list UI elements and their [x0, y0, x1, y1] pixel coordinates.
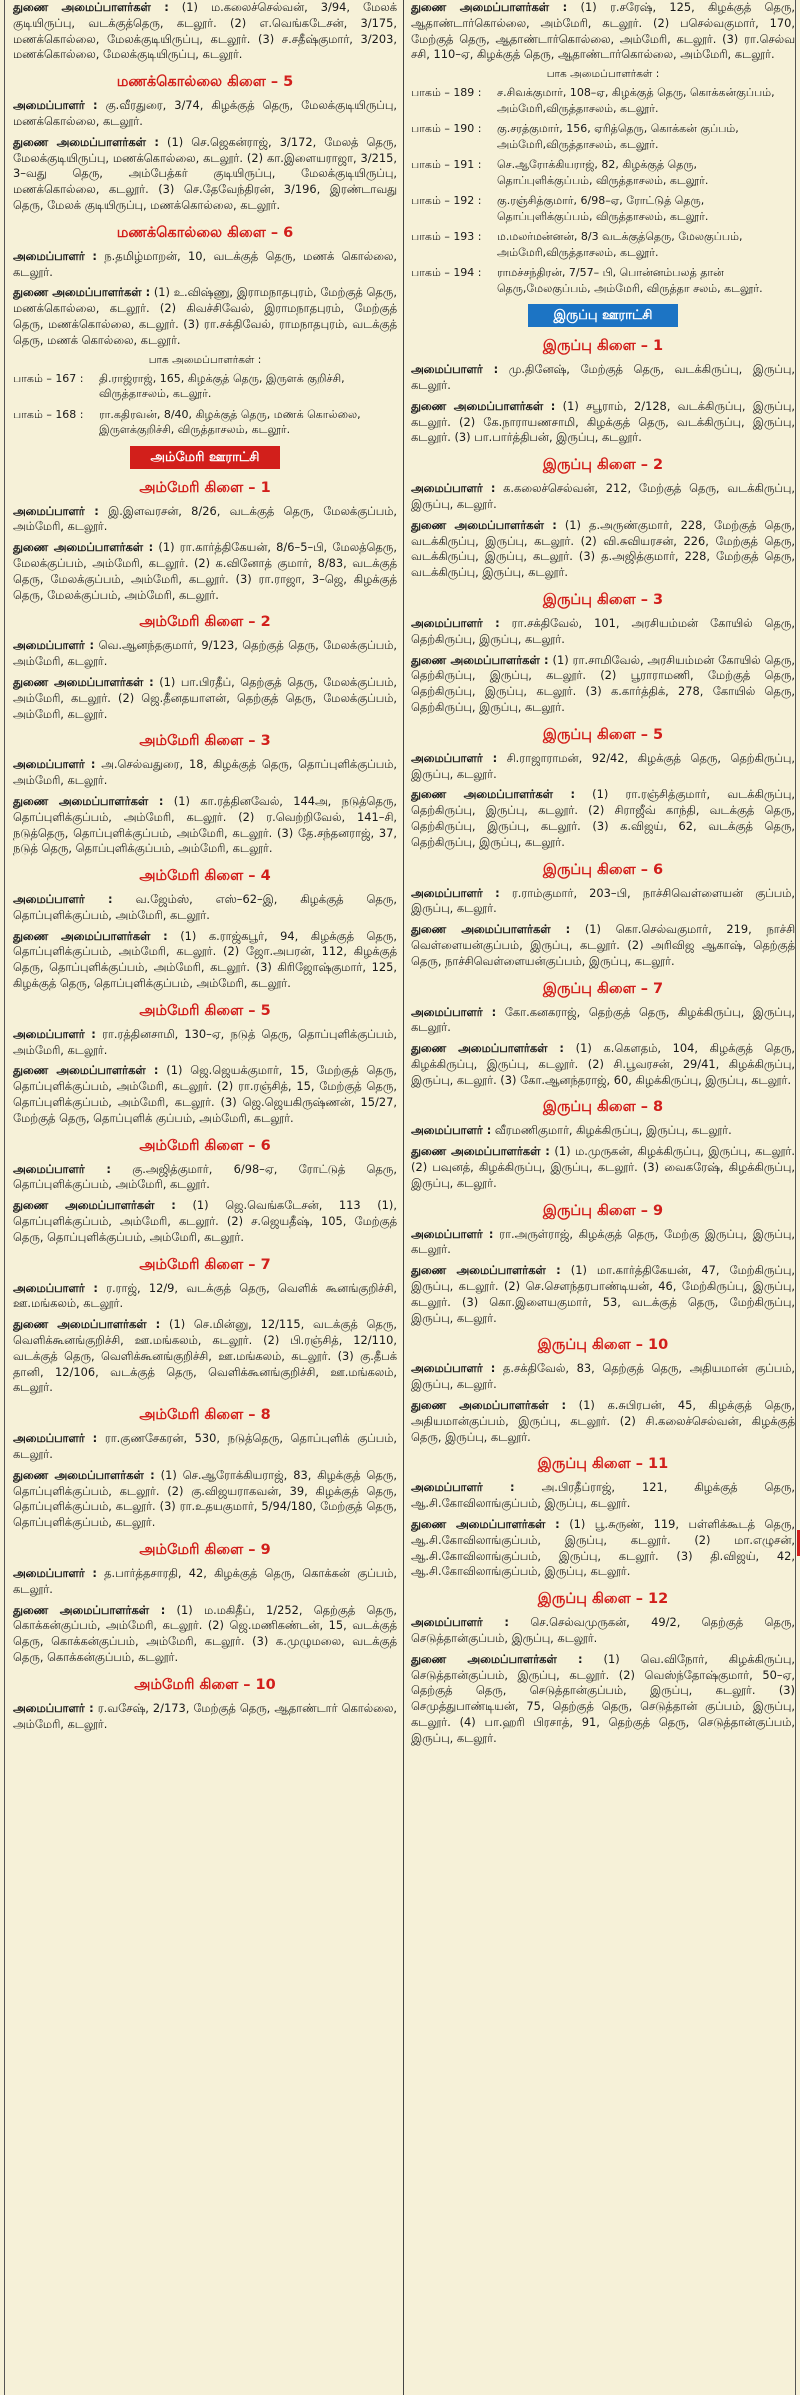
panchayat-banner: அம்மேரி ஊராட்சி: [130, 446, 280, 469]
organiser-details: ரா.சக்திவேல், 101, அரசியம்மன் கோயில் தெரு, தெற்கிருப்பு, இருப்பு, கடலூர்.: [411, 615, 795, 646]
organiser-entry: [411, 362, 795, 394]
booth-organiser-details: ராமச்சந்திரன், 7/57– பி, பொன்னம்பலத் தான் தெரு,மேலகுப்பம், அம்மேரி, விருத்தா சலம், கடலூர்.: [497, 266, 763, 295]
panchayat-banner: இருப்பு ஊராட்சி: [528, 304, 678, 327]
booth-number: பாகம் – 167 :: [13, 371, 84, 385]
organiser-details: கு.வீரதுரை, 3/74, கிழக்குத் தெரு, மேலக்குடியிருப்பு, மணக்கொல்லை, கடலூர்.: [13, 98, 397, 128]
role-label: துணை அமைப்பாளர்கள் :: [13, 134, 159, 149]
role-label: அமைப்பாளர் :: [13, 503, 99, 518]
branch-heading: இருப்பு கிளை – 11: [537, 1456, 669, 1473]
booth-entry: [411, 229, 795, 260]
role-label: துணை அமைப்பாளர்கள் :: [411, 1517, 560, 1532]
organiser-entry: [411, 1615, 795, 1647]
organiser-entry: [13, 675, 397, 722]
organiser-details: (1) செ.மின்னு, 12/115, வடக்குத் தெரு, வெளிக்கூனங்குறிச்சி, ஊ.மங்கலம், கடலூர். (2) பி.ரஞ்சித், 12/110, வடக்குத் தெரு, வெளிக்கூனங்குறிச்சி, ஊ.மங்கலம், கடலூர். (3) கு.தீபக் தானி, 12/106, வடக்குத் தெரு, வெளிக்கூனங்குறிச்சி, ஊ.மங்கலம், கடலூர்.: [13, 1317, 397, 1395]
role-label: துணை அமைப்பாளர்கள் :: [13, 674, 154, 689]
booth-number: பாகம் – 193 :: [411, 230, 482, 244]
organiser-details: (1) கா.ரத்தினவேல், 144அ, நடுத்தெரு, தொப்புளிக்குப்பம், அம்மேரி, கடலூர். (2) ர.வெற்றிவேல், 141–சி, நடுத்தெரு, தொப்புளிக்குப்பம், அம்மேரி, கடலூர். (3) தே.சந்தனராஜ், 37, நடுத் தெரு, தொப்புளிக்குப்பம், அம்மேரி, கடலூர்.: [13, 793, 397, 856]
organiser-details: ந.தமிழ்மாறன், 10, வடக்குத் தெரு, மணக் கொல்லை, கடலூர்.: [13, 248, 397, 279]
role-label: அமைப்பாளர் :: [13, 1700, 94, 1715]
booth-organiser-details: தி.ராஜ்ராஜ், 165, கிழக்குத் தெரு, இருளக் குறிச்சி, விருத்தாசலம், கடலூர்.: [99, 371, 345, 401]
branch-heading: இருப்பு கிளை – 12: [537, 1591, 669, 1608]
organiser-entry: [13, 1603, 397, 1666]
organiser-entry: [411, 1361, 795, 1393]
organiser-details: (1) க.சுபிரபன், 45, கிழக்குத் தெரு, அதியமான்குப்பம், இருப்பு, கடலூர். (2) சி.கலைச்செல்வன், கிழக்குத் தெரு, இருப்பு, கடலூர்.: [411, 1398, 795, 1444]
booth-number: பாகம் – 194 :: [411, 266, 482, 280]
role-label: அமைப்பாளர் :: [13, 248, 97, 263]
organiser-details: சி.ராஜாராமன், 92/42, கிழக்குத் தெரு, தெற்கிருப்பு, இருப்பு, கடலூர்.: [411, 750, 795, 781]
role-label: துணை அமைப்பாளர்கள் :: [411, 1398, 566, 1413]
organiser-entry: [13, 540, 397, 603]
organiser-details: ர.வசேஷ், 2/173, மேற்குத் தெரு, ஆதாண்டார் கொல்லை, அம்மேரி, கடலூர்.: [13, 1700, 397, 1731]
organiser-entry: [411, 1480, 795, 1512]
branch-heading: அம்மேரி கிளை – 10: [134, 1676, 276, 1693]
branch-heading: இருப்பு கிளை – 10: [537, 1337, 669, 1354]
left-column: [13, 0, 397, 2395]
organiser-entry: [411, 1144, 795, 1191]
organiser-details: வெ.ஆனந்தகுமார், 9/123, தெற்குத் தெரு, மேலக்குப்பம், அம்மேரி, கடலூர்.: [13, 638, 397, 669]
organiser-entry: [13, 1281, 397, 1313]
booth-organiser-details: செ.ஆரோக்கியராஜ், 82, கிழக்குத் தெரு, தொப்புளிக்குப்பம், விருத்தாசலம், கடலூர்.: [497, 158, 709, 187]
organiser-entry: [13, 1198, 397, 1245]
branch-heading: அம்மேரி கிளை – 4: [139, 868, 271, 885]
organiser-details: வ.ஜேம்ஸ், எஸ்–62–இ, கிழக்குத் தெரு, தொப்புளிக்குப்பம், அம்மேரி, கடலூர்.: [13, 892, 397, 922]
booth-number: பாகம் – 190 :: [411, 122, 482, 136]
organiser-entry: [411, 518, 795, 581]
organiser-details: (1) ஜெ.ஜெயக்குமார், 15, மேற்குத் தெரு, தொப்புளிக்குப்பம், அம்மேரி, கடலூர். (2) ரா.ரஞ்சித், 15, மேற்குத் தெரு, தொப்புளிக்குப்பம், அம்மேரி, கடலூர். (3) ஜெ.ஜெயகிருஷ்ணன், 15/27, மேற்குத் தெரு, தொப்புளிக் குப்பம், அம்மேரி, கடலூர்.: [13, 1063, 397, 1125]
organiser-details: ர.ராம்குமார், 203–பி, நாச்சிவெள்ளையன் குப்பம், இருப்பு, கடலூர்.: [411, 885, 795, 916]
role-label: துணை அமைப்பாளர்கள் :: [411, 1651, 583, 1666]
organiser-entry: [13, 1566, 397, 1598]
organiser-details: (1) த.அருண்குமார், 228, மேற்குத் தெரு, வடக்கிருப்பு, இருப்பு, கடலூர். (2) வி.சுவியரசன், 226, மேற்குத் தெரு, வடக்கிருப்பு, இருப்பு, கடலூர். (3) த.அஜித்குமார், 228, மேற்குத் தெரு, வடக்கிருப்பு, இருப்பு, கடலூர்.: [411, 517, 795, 580]
role-label: துணை அமைப்பாளர்கள் :: [411, 0, 568, 14]
organiser-details: வீரமணிகுமார், கிழக்கிருப்பு, இருப்பு, கடலூர்.: [494, 1123, 732, 1138]
organiser-details: செ.செல்வமுருகன், 49/2, தெற்குத் தெரு, செடுத்தான்குப்பம், இருப்பு, கடலூர்.: [411, 1615, 795, 1646]
organiser-entry: [411, 1227, 795, 1259]
organiser-entry: [13, 1027, 397, 1059]
role-label: அமைப்பாளர் :: [411, 615, 500, 630]
branch-heading: இருப்பு கிளை – 5: [542, 726, 664, 743]
booth-organiser-details: கு.சரத்குமார், 156, ஏரித்தெரு, கொக்கன் குப்பம், அம்மேரி,விருத்தாசலம், கடலூர்.: [497, 122, 739, 151]
organiser-details: (1) க.கௌதம், 104, கிழக்குத் தெரு, கிழக்கிருப்பு, இருப்பு, கடலூர். (2) சி.பூவரசன், 29/41, கிழக்கிருப்பு, இருப்பு, கடலூர். (3) கோ.ஆனந்தராஜ், 60, கிழக்கிருப்பு, இருப்பு, கடலூர்.: [411, 1041, 795, 1087]
booth-organiser-details: ச.சிவக்குமார், 108–ஏ, கிழக்குத் தெரு, கொக்கன்குப்பம், அம்மேரி,விருத்தாசலம், கடலூர்.: [497, 86, 775, 115]
role-label: அமைப்பாளர் :: [411, 1226, 494, 1241]
organiser-entry: [411, 616, 795, 648]
role-label: துணை அமைப்பாளர்கள் :: [411, 787, 576, 802]
organiser-details: (1) ம.மகிதீப், 1/252, தெற்குத் தெரு, கொக்கன்குப்பம், அம்மேரி, கடலூர். (2) ஜெ.மணிகண்டன், 15, வடக்குத் தெரு, கொக்கன்குப்பம், அம்மேரி, கடலூர். (3) க.முழுமலை, வடக்குத் தெரு, கொக்கன்குப்பம், கடலூர்.: [13, 1602, 397, 1664]
organiser-entry: [411, 1005, 795, 1037]
branch-heading: இருப்பு கிளை – 7: [542, 980, 664, 997]
role-label: அமைப்பாளர் :: [411, 750, 498, 765]
organiser-details: (1) செ.ஆரோக்கியராஜ், 83, கிழக்குத் தெரு, தொப்புளிக்குப்பம், கடலூர். (2) கு.விஜயராகவன், 39, கிழக்குத் தெரு, தொப்புளிக்குப்பம், கடலூர். (3) ரா.உதயகுமார், 5/94/180, மேற்குத் தெரு, தொப்புளிக்குப்பம், கடலூர்.: [13, 1467, 397, 1530]
branch-heading: மணக்கொல்லை கிளை – 6: [116, 224, 294, 241]
organiser-details: ரா.ரத்தினசாமி, 130–ஏ, நடுத் தெரு, தொப்புளிக்குப்பம், அம்மேரி, கடலூர்.: [13, 1026, 397, 1057]
organiser-entry: [411, 886, 795, 918]
organiser-entry: [411, 1123, 795, 1139]
booth-entry: [411, 265, 795, 296]
organiser-details: (1) ரா.ரஞ்சித்குமார், வடக்கிருப்பு, தெற்கிருப்பு, இருப்பு, கடலூர். (2) சிராஜீவ் காந்தி, வடக்குத் தெரு, தெற்கிருப்பு, இருப்பு, கடலூர். (3) க.விஜய், 62, வடக்குத் தெரு, தெற்கிருப்பு, இருப்பு, கடலூர்.: [411, 787, 795, 849]
organiser-details: (1) வெ.விநோர், கிழக்கிருப்பு, செடுத்தான்குப்பம், இருப்பு, கடலூர். (2) வெஸ்ந்தோஷ்குமார், 50–ஏ, தெற்குத் தெரு, செடுத்தான்குப்பம், இருப்பு, கடலூர். (3) செமுத்துபாண்டியன், 75, தெற்குத் தெரு, செடுத்தான் குப்பம், இருப்பு, கடலூர். (4) பா.ஹரி பிரசாத், 91, தெற்குத் தெரு, செடுத்தான்குப்பம், இருப்பு, கடலூர்.: [411, 1651, 795, 1745]
organiser-entry: [13, 0, 397, 63]
organiser-details: ரா.அருள்ராஜ், கிழக்குத் தெரு, மேற்கு இருப்பு, இருப்பு, கடலூர்.: [411, 1226, 795, 1257]
role-label: துணை அமைப்பாளர்கள் :: [411, 1041, 564, 1056]
booth-entry: [411, 193, 795, 224]
organiser-entry: [411, 1041, 795, 1088]
organiser-details: கோ.கனகராஜ், தெற்குத் தெரு, கிழக்கிருப்பு, இருப்பு, கடலூர்.: [411, 1004, 795, 1035]
role-label: துணை அமைப்பாளர்கள் :: [411, 922, 571, 937]
organiser-details: ரா.குணசேகரன், 530, நடுத்தெரு, தொப்புளிக் குப்பம், கடலூர்.: [13, 1431, 397, 1462]
organiser-details: ர.ராஜ், 12/9, வடக்குத் தெரு, வெளிக் கூனங்குறிச்சி, ஊ.மங்கலம், கடலூர்.: [13, 1280, 397, 1311]
role-label: அமைப்பாளர் :: [13, 892, 113, 907]
organiser-details: மு.தினேஷ், மேற்குத் தெரு, வடக்கிருப்பு, இருப்பு, கடலூர்.: [411, 362, 795, 392]
branch-heading: அம்மேரி கிளை – 5: [139, 1002, 271, 1019]
booth-number: பாகம் – 191 :: [411, 158, 482, 172]
booth-entry: [411, 85, 795, 116]
organiser-entry: [411, 1398, 795, 1445]
organiser-entry: [13, 1162, 397, 1194]
organiser-entry: [13, 1701, 397, 1733]
organiser-details: (1) க.ராஜ்கபூர், 94, கிழக்குத் தெரு, தொப்புளிக்குப்பம், அம்மேரி, கடலூர். (2) ஜோ.அபரன், 112, கிழக்குத் தெரு, தொப்புளிக்குப்பம், அம்மேரி, கடலூர். (3) கிரிஜோஷ்குமார், 125, கிழக்குத் தெரு, தொப்புளிக்குப்பம், அம்மேரி, கடலூர்.: [13, 928, 397, 991]
role-label: அமைப்பாளர் :: [13, 1280, 98, 1295]
organiser-entry: [13, 1063, 397, 1126]
branch-heading: இருப்பு கிளை – 6: [542, 861, 664, 878]
organiser-entry: [13, 757, 397, 789]
organiser-entry: [411, 1263, 795, 1326]
organiser-details: கு.அஜித்குமார், 6/98–ஏ, ரோட்டுத் தெரு, தொப்புளிக்குப்பம், அம்மேரி, கடலூர்.: [13, 1161, 397, 1192]
role-label: அமைப்பாளர் :: [411, 1004, 497, 1019]
role-label: அமைப்பாளர் :: [13, 98, 98, 113]
organiser-entry: [411, 1652, 795, 1747]
organiser-entry: [411, 1517, 795, 1580]
organiser-entry: [13, 892, 397, 924]
organiser-details: க.கலைச்செல்வன், 212, மேற்குத் தெரு, வடக்கிருப்பு, இருப்பு, கடலூர்.: [411, 481, 795, 511]
organiser-details: (1) மா.கார்த்திகேயன், 47, மேற்கிருப்பு, இருப்பு, கடலூர். (2) செ.சௌந்தரபாண்டியன், 46, மேற்கிருப்பு, இருப்பு, கடலூர். (3) கொ.இளையகுமார், 53, வடக்குத் தெரு, மேற்கிருப்பு, இருப்பு, கடலூர்.: [411, 1263, 795, 1325]
role-label: அமைப்பாளர் :: [13, 638, 95, 653]
booth-number: பாகம் – 189 :: [411, 86, 482, 100]
organiser-entry: [13, 249, 397, 281]
organiser-entry: [411, 0, 795, 63]
organiser-entry: [13, 929, 397, 992]
role-label: துணை அமைப்பாளர்கள் :: [13, 1602, 166, 1617]
organiser-details: (1) ம.முருகன், கிழக்கிருப்பு, இருப்பு, கடலூர். (2) பவுனத், கிழக்கிருப்பு, இருப்பு, கடலூர். (3) வைகரேஷ், கிழக்கிருப்பு, இருப்பு, கடலூர்.: [411, 1144, 795, 1190]
booth-organiser-details: ம.மலர்மன்னன், 8/3 வடக்குத்தெரு, மேலகுப்பம், அம்மேரி,விருத்தாசலம், கடலூர்.: [497, 230, 743, 259]
organiser-entry: [411, 787, 795, 850]
role-label: துணை அமைப்பாளர்கள் :: [13, 1198, 176, 1213]
branch-heading: அம்மேரி கிளை – 8: [139, 1407, 271, 1424]
role-label: துணை அமைப்பாளர்கள் :: [411, 1263, 561, 1278]
organiser-entry: [13, 504, 397, 536]
role-label: அமைப்பாளர் :: [411, 1123, 492, 1138]
organiser-details: (1) உ.விஷ்ணு, இராமநாதபுரம், மேற்குத் தெரு, மணக்கொல்லை, கடலூர். (2) கிவச்சிவேல், இராமநாதபுரம், மேற்குத் தெரு, மணக்கொல்லை, கடலூர். (3) ரா.சக்திவேல், ராமநாதபுரம், வடக்குத் தெரு, மணக் கொல்லை, கடலூர்.: [13, 285, 397, 347]
role-label: துணை அமைப்பாளர்கள் :: [13, 1467, 155, 1482]
booth-number: பாகம் – 168 :: [13, 407, 84, 421]
right-column: [411, 0, 795, 2395]
booth-organiser-details: கு.ரஞ்சித்குமார், 6/98–ஏ, ரோட்டுத் தெரு, தொப்புளிக்குப்பம், விருத்தாசலம், கடலூர்.: [497, 194, 709, 223]
organiser-details: (1) கொ.செல்வகுமார், 219, நாச்சி வெள்ளையன்குப்பம், இருப்பு, கடலூர். (2) அரிவிஜ ஆகாஷ், தெற்குத் தெரு, நாச்சிவெள்ளையன்குப்பம், இருப்பு, கடலூர்.: [411, 922, 795, 968]
role-label: துணை அமைப்பாளர்கள் :: [411, 1144, 550, 1159]
organiser-details: (1) ரா.சாமிவேல், அரசியம்மன் கோயில் தெரு, தெற்கிருப்பு, இருப்பு, கடலூர். (2) பூராராமணி, மேற்குத் தெரு, தெற்கிருப்பு, இருப்பு, கடலூர். (3) க.கார்த்திக், 278, கோயில் தெரு, தெற்கிருப்பு, இருப்பு, கடலூர்.: [411, 652, 795, 714]
role-label: அமைப்பாளர் :: [411, 362, 499, 377]
organiser-entry: [13, 1431, 397, 1463]
booth-entry: [13, 407, 397, 438]
role-label: அமைப்பாளர் :: [13, 1026, 96, 1041]
branch-heading: இருப்பு கிளை – 9: [542, 1202, 664, 1219]
organiser-details: அ.செல்வதுரை, 18, கிழக்குத் தெரு, தொப்புளிக்குப்பம், அம்மேரி, கடலூர்.: [13, 757, 397, 788]
organiser-entry: [411, 399, 795, 446]
role-label: துணை அமைப்பாளர்கள் :: [13, 540, 154, 555]
role-label: துணை அமைப்பாளர்கள் :: [411, 517, 557, 532]
role-label: துணை அமைப்பாளர்கள் :: [13, 0, 169, 14]
role-label: அமைப்பாளர் :: [13, 1161, 111, 1176]
role-label: அமைப்பாளர் :: [411, 1361, 496, 1376]
organiser-entry: [13, 98, 397, 130]
role-label: துணை அமைப்பாளர்கள் :: [411, 398, 556, 413]
organiser-entry: [411, 751, 795, 783]
role-label: அமைப்பாளர் :: [411, 1480, 515, 1495]
booth-organiser-details: ரா.கதிரவன், 8/40, கிழக்குத் தெரு, மணக் கொல்லை, இருளக்குறிச்சி, விருத்தாசலம், கடலூர்.: [99, 407, 361, 437]
role-label: துணை அமைப்பாளர்கள் :: [13, 285, 151, 300]
booth-entry: [13, 371, 397, 402]
branch-heading: இருப்பு கிளை – 3: [542, 591, 664, 608]
branch-heading: அம்மேரி கிளை – 6: [139, 1137, 271, 1154]
role-label: அமைப்பாளர் :: [411, 1615, 509, 1630]
organiser-details: த.பார்த்தசாரதி, 42, கிழக்குத் தெரு, கொக்கன் குப்பம், கடலூர்.: [13, 1566, 397, 1596]
organiser-details: (1) சபூராம், 2/128, வடக்கிருப்பு, இருப்பு, கடலூர். (2) கே.நாராயணசாமி, கிழக்குத் தெரு, வடக்கிருப்பு, இருப்பு, கடலூர். (3) பா.பார்த்திபன், இருப்பு, கடலூர்.: [411, 398, 795, 445]
organiser-entry: [13, 285, 397, 348]
organiser-details: அ.பிரதீப்ராஜ், 121, கிழக்குத் தெரு, ஆ.சி.கோவிலாங்குப்பம், இருப்பு, கடலூர்.: [411, 1480, 795, 1511]
organiser-details: (1) ரா.கார்த்திகேயன், 8/6–5–பி, மேலத்தெரு, மேலக்குப்பம், அம்மேரி, கடலூர். (2) க.வினோத் குமார், 8/83, வடக்குத் தெரு, மேலக்குப்பம், அம்மேரி, கடலூர். (3) ரா.ராஜா, 3–ஜெ, கிழக்குத் தெரு, மேலக்குப்பம், அம்மேரி, கடலூர்.: [13, 540, 397, 602]
organiser-entry: [411, 653, 795, 716]
role-label: அமைப்பாளர் :: [13, 1566, 97, 1580]
role-label: துணை அமைப்பாளர்கள் :: [13, 793, 164, 808]
branch-heading: அம்மேரி கிளை – 9: [139, 1542, 271, 1558]
branch-heading: இருப்பு கிளை – 8: [542, 1099, 664, 1116]
role-label: அமைப்பாளர் :: [13, 1431, 98, 1446]
organiser-details: (1) பா.பிரதீப், தெற்குத் தெரு, மேலக்குப்பம், அம்மேரி, கடலூர். (2) ஜெ.தீனதயாளன், தெற்குத் தெரு, மேலக்குப்பம், அம்மேரி, கடலூர்.: [13, 674, 397, 721]
organiser-entry: [411, 922, 795, 969]
organiser-entry: [411, 481, 795, 513]
role-label: துணை அமைப்பாளர்கள் :: [13, 928, 168, 943]
role-label: துணை அமைப்பாளர்கள் :: [411, 652, 549, 667]
organiser-entry: [13, 794, 397, 857]
branch-heading: மணக்கொல்லை கிளை – 5: [116, 74, 294, 91]
organiser-details: இ.இளவரசன், 8/26, வடக்குத் தெரு, மேலக்குப்பம், அம்மேரி, கடலூர்.: [13, 503, 397, 534]
role-label: அமைப்பாளர் :: [411, 481, 496, 496]
role-label: துணை அமைப்பாளர்கள் :: [13, 1317, 161, 1332]
organiser-entry: [13, 135, 397, 214]
organiser-entry: [13, 1317, 397, 1396]
organiser-details: (1) பூ.சுருண், 119, பள்ளிக்கூடத் தெரு, ஆ.சி.கோவிலாங்குப்பம், இருப்பு, கடலூர். (2) மா.எழுசன், ஆ.சி.கோவிலாங்குப்பம், இருப்பு, கடலூர். (3) தி.விஜய், 42, ஆ.சி.கோவிலாங்குப்பம், இருப்பு, கடலூர்.: [411, 1517, 795, 1579]
booth-entry: [411, 157, 795, 188]
branch-heading: அம்மேரி கிளை – 2: [139, 614, 271, 631]
organiser-details: (1) ஜெ.வெங்கடேசன், 113 (1), தொப்புளிக்குப்பம், அம்மேரி, கடலூர். (2) ச.ஜெயதீஷ், 105, மேற்குத் தெரு, தொப்புளிக்குப்பம், அம்மேரி, கடலூர்.: [13, 1198, 397, 1244]
booth-organisers-subheading: பாக அமைப்பாளர்கள் :: [148, 353, 262, 366]
organiser-entry: [13, 1468, 397, 1531]
newspaper-page: [4, 0, 796, 2395]
branch-heading: அம்மேரி கிளை – 3: [139, 733, 271, 750]
branch-heading: இருப்பு கிளை – 1: [542, 338, 664, 355]
booth-organisers-subheading: பாக அமைப்பாளர்கள் :: [546, 68, 660, 81]
organiser-details: த.சக்திவேல், 83, தெற்குத் தெரு, அதியமான் குப்பம், இருப்பு, கடலூர்.: [411, 1361, 795, 1392]
booth-number: பாகம் – 192 :: [411, 194, 482, 208]
role-label: அமைப்பாளர் :: [13, 757, 96, 772]
booth-entry: [411, 121, 795, 152]
organiser-entry: [13, 638, 397, 670]
column-divider: [403, 0, 404, 2395]
role-label: துணை அமைப்பாளர்கள் :: [13, 1063, 159, 1078]
organiser-details: (1) ர.சரேஷ், 125, கிழக்குத் தெரு, ஆதாண்டார்கொல்லை, அம்மேரி, கடலூர். (2) பசெல்வகுமார், 170, மேற்குத் தெரு, ஆதாண்டார்கொல்லை, அம்மேரி, கடலூர். (3) ரா.செல்வ சசி, 110–ஏ, கிழக்குத் தெரு, ஆதாண்டார்கொல்லை, அம்மேரி, கடலூர்.: [411, 0, 795, 62]
organiser-details: (1) ம.கலைச்செல்வன், 3/94, மேலக் குடியிருப்பு, வடக்குத்தெரு, கடலூர். (2) எ.வெங்கடேசன், 3/175, மணக்கொல்லை, மேலக்குடியிருப்பு, கடலூர். (3) ச.சதீஷ்குமார், 3/203, மணக்கொல்லை, மேலக்குடியிருப்பு, கடலூர்.: [13, 0, 397, 62]
role-label: அமைப்பாளர் :: [411, 885, 500, 900]
organiser-details: (1) செ.ஜெகன்ராஜ், 3/172, மேலத் தெரு, மேலக்குடியிருப்பு, மணக்கொல்லை, கடலூர். (2) கா.இளையராஜா, 3/215, 3–வது தெரு, அம்பேத்கர் குடியிருப்பு, மேலக்குடியிருப்பு, மணக்கொல்லை, கடலூர். (3) செ.தேவேந்திரன், 3/196, இரண்டாவது தெரு, மேலக் குடியிருப்பு, மணக்கொல்லை, கடலூர்.: [13, 134, 397, 212]
branch-heading: இருப்பு கிளை – 2: [542, 457, 664, 474]
branch-heading: அம்மேரி கிளை – 1: [139, 479, 271, 496]
branch-heading: அம்மேரி கிளை – 7: [139, 1256, 271, 1273]
